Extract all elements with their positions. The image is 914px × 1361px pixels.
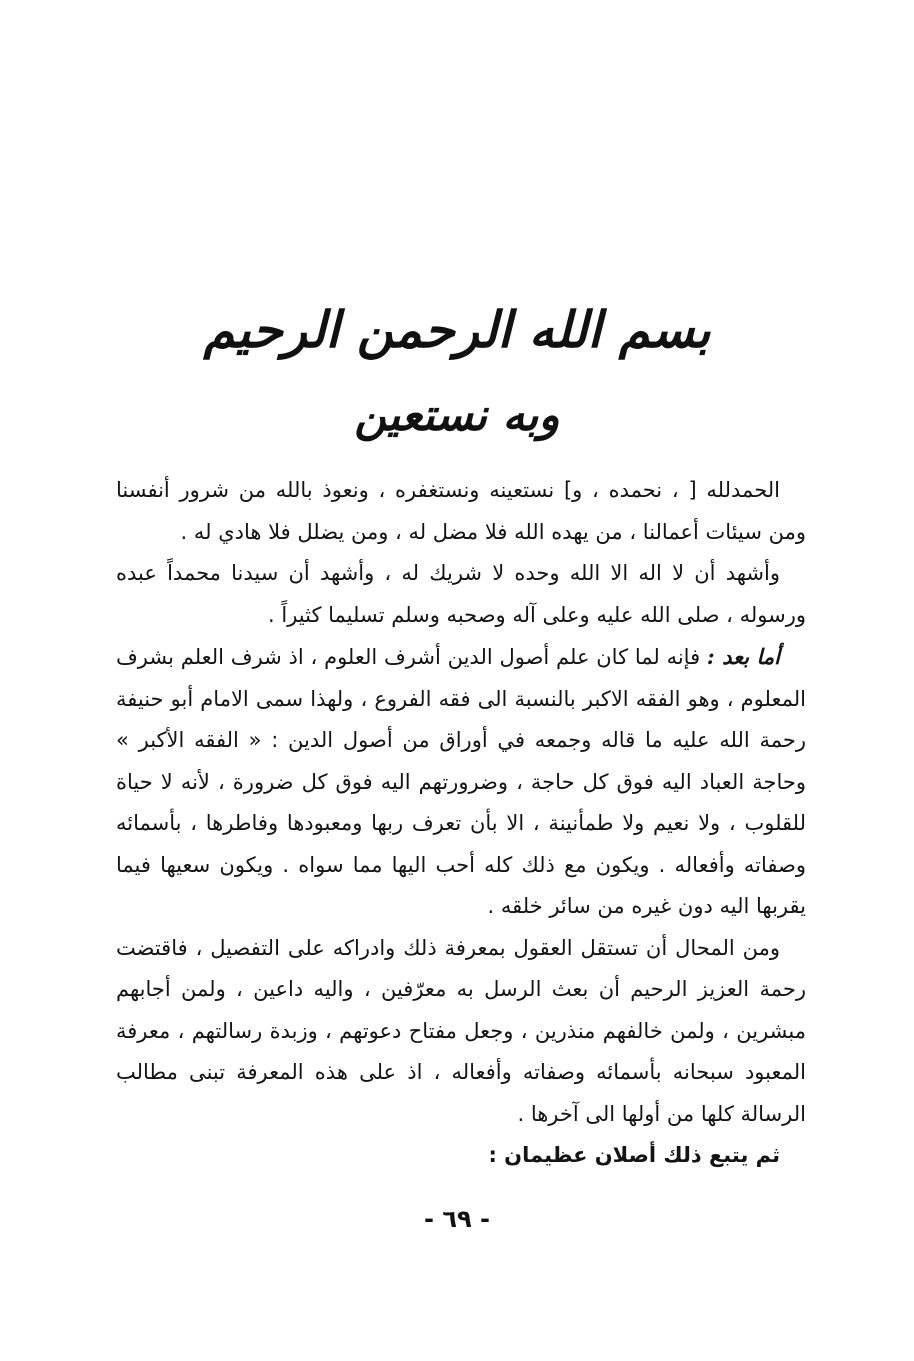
page-number: - ٦٩ - <box>424 1205 490 1233</box>
paragraph-4 <box>116 928 806 1136</box>
paragraph-1 <box>116 470 806 553</box>
paragraph-text: فإنه لما كان علم أصول الدين أشرف العلوم ، اذ شرف العلم بشرف المعلوم ، وهو الفقه الاكبر بالنسبة الى فقه الفروع ، ولهذا سمى الامام أبو حنيفة رحمة الله عليه ما قاله وجمعه في أوراق من أصول الدين : « الفقه الأكبر » وحاجة العباد اليه فوق كل حاجة ، وضرورتهم اليه فوق كل ضرورة ، لأنه لا حياة للقلوب ، ولا نعيم ولا طمأنينة ، الا بأن تعرف ربها ومعبودها وفاطرها ، بأسمائه وصفاته وأفعاله . ويكون مع ذلك كله أحب اليها مما سواه . ويكون سعيها فيما يقربها اليه دون غيره من سائر خلقه . <box>116 645 806 918</box>
subheading: وبه نستعين <box>354 390 560 441</box>
body-text <box>116 470 806 1177</box>
paragraph-lead: أما بعد : <box>706 644 780 669</box>
paragraph-text: ومن المحال أن تستقل العقول بمعرفة ذلك وادراكه على التفصيل ، فاقتضت رحمة العزيز الرحيم أن بعث الرسل به معرّفين ، واليه داعين ، ولمن أجابهم مبشرين ، ولمن خالفهم منذرين ، وجعل مفتاح دعوتهم ، وزبدة رسالتهم ، معرفة المعبود سبحانه بأسمائه وصفاته وأفعاله ، اذ على هذه المعرفة تبنى مطالب الرسالة كلها من أولها الى آخرها . <box>116 935 806 1126</box>
paragraph-3 <box>116 636 806 928</box>
closing-line: ثم يتبع ذلك أصلان عظيمان : <box>488 1143 780 1167</box>
paragraph-text: الحمدلله [ ، نحمده ، و] نستعينه ونستغفره ، ونعوذ بالله من شرور أنفسنا ومن سيئات أعمالنا ، من يهده الله فلا مضل له ، ومن يضلل فلا هادي له . <box>116 478 806 544</box>
paragraph-text: وأشهد أن لا اله الا الله وحده لا شريك له ، وأشهد أن سيدنا محمداً عبده ورسوله ، صلى الله عليه وعلى آله وصحبه وسلم تسليما كثيراً . <box>116 561 806 627</box>
paragraph-2 <box>116 553 806 636</box>
basmala-heading: بسم الله الرحمن الرحيم <box>203 300 711 359</box>
